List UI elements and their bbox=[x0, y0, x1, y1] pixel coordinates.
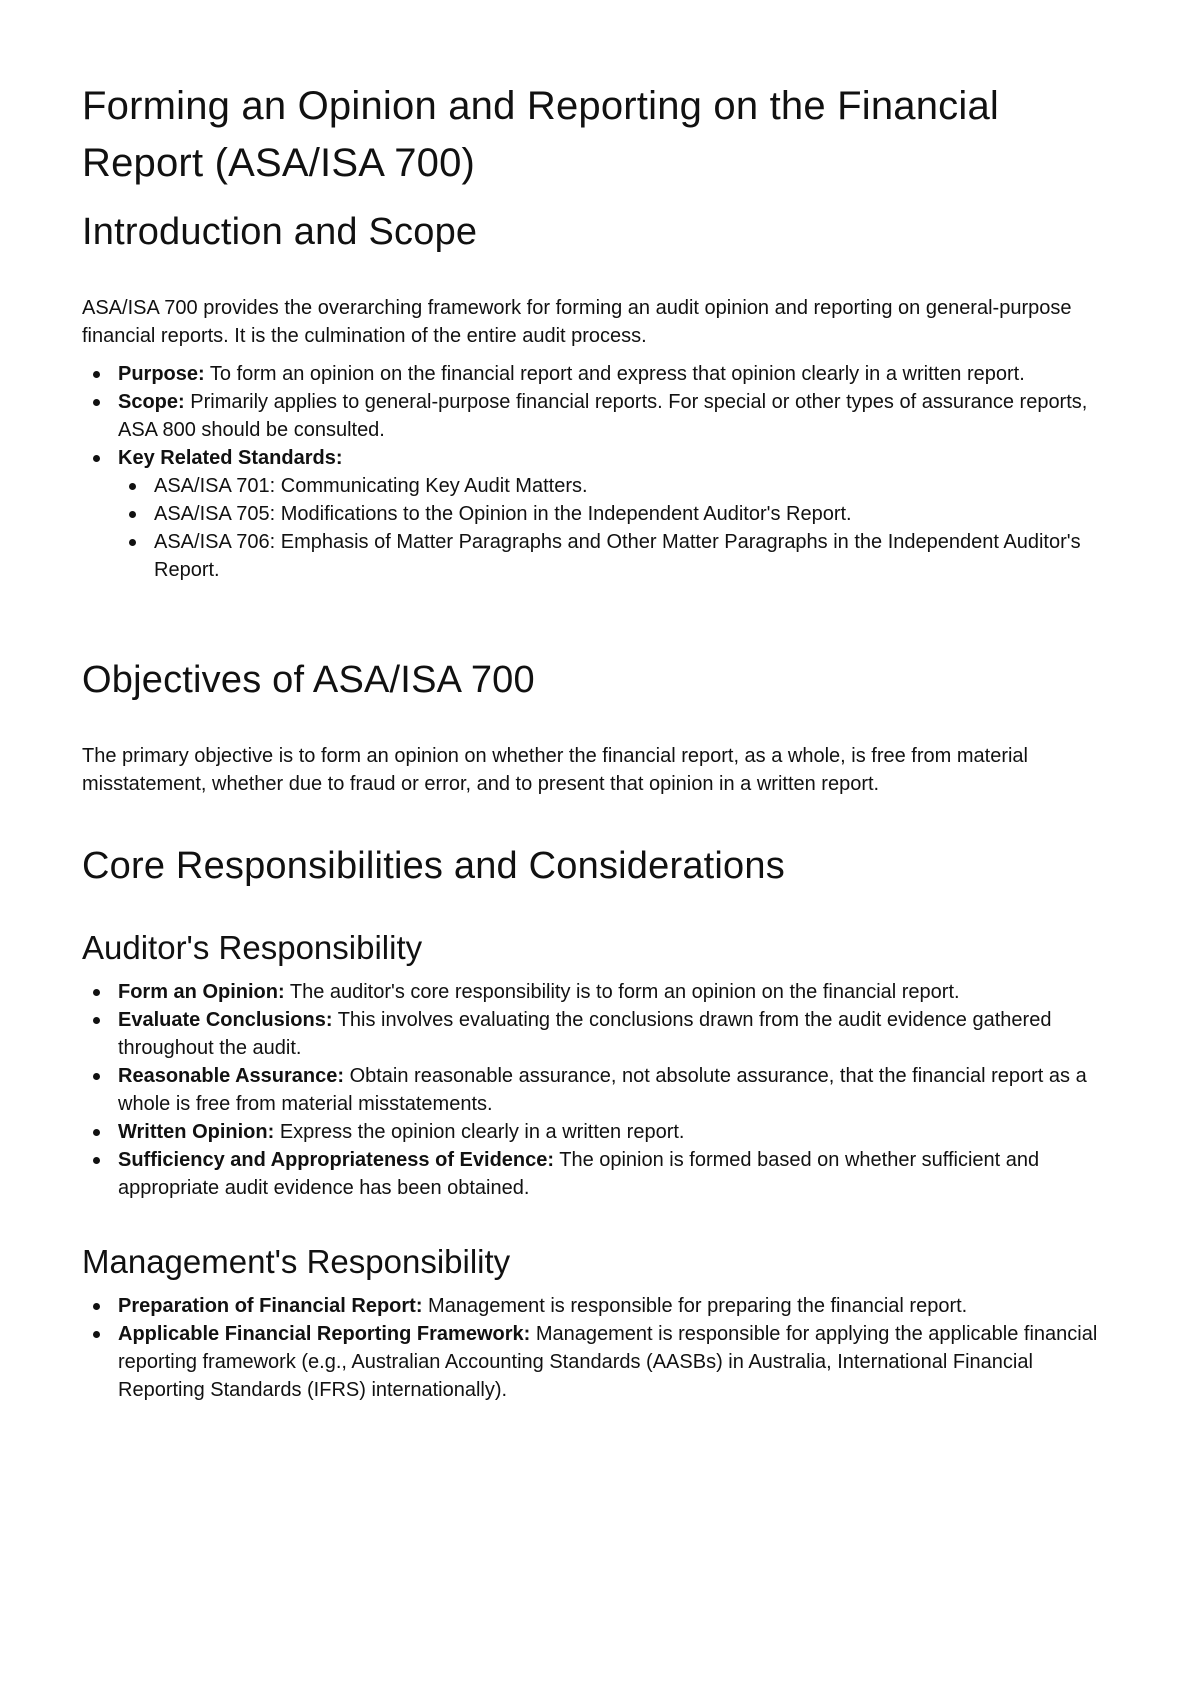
list-item: Preparation of Financial Report: Management is responsible for preparing the financial report. bbox=[82, 1292, 1118, 1320]
auditor-heading: Auditor's Responsibility bbox=[82, 929, 423, 966]
list-item: Form an Opinion: The auditor's core responsibility is to form an opinion on the financial report. bbox=[82, 978, 1118, 1006]
objectives-paragraph: The primary objective is to form an opinion on whether the financial report, as a whole, is free from material misstatement, whether due to fraud or error, and to present that opinion in a written report. bbox=[82, 745, 1028, 795]
list-item: Reasonable Assurance: Obtain reasonable assurance, not absolute assurance, that the financial report as a whole is free from material misstatements. bbox=[82, 1062, 1118, 1118]
list-item: ASA/ISA 701: Communicating Key Audit Matters. bbox=[118, 472, 1118, 500]
list-item: Key Related Standards: ASA/ISA 701: Communicating Key Audit Matters. ASA/ISA 705: Modifications to the Opinion in the Independent Auditor's Report. ASA/ISA 706: Emphasis of Matter Paragraphs and Other Matter Paragraphs in the Independent Auditor's Report. bbox=[82, 444, 1118, 584]
document-title: Forming an Opinion and Reporting on the Financial Report (ASA/ISA 700) bbox=[82, 84, 1000, 185]
list-item: Sufficiency and Appropriateness of Evidence: The opinion is formed based on whether sufficient and appropriate audit evidence has been obtained. bbox=[82, 1146, 1118, 1202]
intro-list bbox=[82, 360, 1118, 584]
core-heading: Core Responsibilities and Considerations bbox=[82, 845, 785, 887]
list-item: Applicable Financial Reporting Framework: Management is responsible for applying the applicable financial reporting framework (e.g., Australian Accounting Standards (AASBs) in Australia, International Financial Reporting Standards (IFRS) internationally). bbox=[82, 1320, 1118, 1404]
list-item: Written Opinion: Express the opinion clearly in a written report. bbox=[82, 1118, 1118, 1146]
management-heading: Management's Responsibility bbox=[82, 1243, 511, 1280]
list-item: Purpose: To form an opinion on the financial report and express that opinion clearly in a written report. bbox=[82, 360, 1118, 388]
related-standards-list bbox=[118, 472, 1118, 584]
auditor-list bbox=[82, 978, 1118, 1202]
list-item: ASA/ISA 706: Emphasis of Matter Paragraphs and Other Matter Paragraphs in the Independent Auditor's Report. bbox=[118, 528, 1118, 584]
list-item: Evaluate Conclusions: This involves evaluating the conclusions drawn from the audit evidence gathered throughout the audit. bbox=[82, 1006, 1118, 1062]
intro-heading: Introduction and Scope bbox=[82, 211, 478, 253]
intro-paragraph: ASA/ISA 700 provides the overarching framework for forming an audit opinion and reporting on general-purpose financial reports. It is the culmination of the entire audit process. bbox=[82, 297, 1072, 347]
list-item: ASA/ISA 705: Modifications to the Opinion in the Independent Auditor's Report. bbox=[118, 500, 1118, 528]
objectives-heading: Objectives of ASA/ISA 700 bbox=[82, 659, 535, 701]
list-item: Scope: Primarily applies to general-purpose financial reports. For special or other types of assurance reports, ASA 800 should be consulted. bbox=[82, 388, 1118, 444]
management-list bbox=[82, 1292, 1118, 1404]
